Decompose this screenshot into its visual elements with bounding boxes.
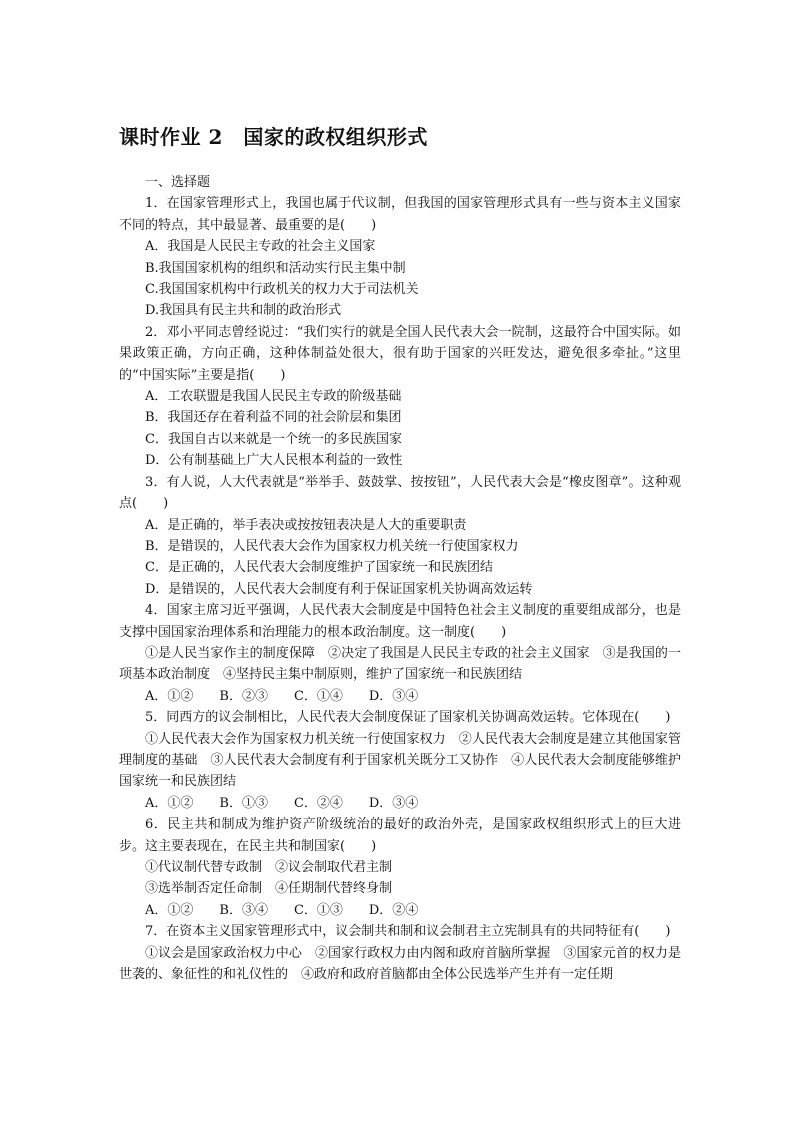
question-items: ①人民代表大会作为国家权力机关统一行使国家权力 ②人民代表大会制度是建立其他国家管理制度的基础 ③人民代表大会制度有利于国家机关既分工又协作 ④人民代表大会制度能够维护国家统一和民族团结 [119, 731, 681, 790]
option-b: B．是错误的，人民代表大会作为国家权力机关统一行使国家权力 [145, 538, 519, 554]
option-a: A．工农联盟是我国人民民主专政的阶级基础 [145, 389, 402, 405]
question-5 [119, 707, 681, 814]
question-1 [119, 193, 681, 321]
question-options: A．①② B．②③ C．①④ D．③④ [145, 688, 419, 704]
option-c: C.我国国家机构中行政机关的权力大于司法机关 [145, 282, 419, 298]
question-stem: 5．同西方的议会制相比，人民代表大会制度保证了国家机关协调高效运转。它体现在( ) [145, 710, 671, 726]
page-title: 课时作业 2 国家的政权组织形式 [119, 125, 428, 149]
question-stem: 2．邓小平同志曾经说过：“我们实行的就是全国人民代表大会一院制，这最符合中国实际。如果政策正确，方向正确，这种体制益处很大，很有助于国家的兴旺发达，避免很多牵扯。”这里的“中国实际”主要是指( ) [119, 324, 681, 383]
option-c: C．是正确的，人民代表大会制度维护了国家统一和民族团结 [145, 560, 493, 576]
question-2 [119, 322, 681, 472]
question-7 [119, 921, 681, 985]
question-4 [119, 600, 681, 707]
question-items-2: ③选举制否定任命制 ④任期制代替终身制 [145, 881, 393, 897]
question-stem: 6．民主共和制成为维护资产阶级统治的最好的政治外壳，是国家政权组织形式上的巨大进步。这主要表现在，在民主共和制国家( ) [119, 817, 681, 854]
question-items: ①是人民当家作主的制度保障 ②决定了我国是人民民主专政的社会主义国家 ③是我国的一项基本政治制度 ④坚持民主集中制原则，维护了国家统一和民族团结 [119, 645, 681, 683]
option-b: B.我国国家机构的组织和活动实行民主集中制 [145, 260, 406, 276]
question-3 [119, 472, 681, 600]
question-stem: 3．有人说，人大代表就是“举举手、鼓鼓掌、按按钮”，人民代表大会是“橡皮图章”。这种观点( ) [119, 474, 681, 512]
option-a: A．我国是人民民主专政的社会主义国家 [145, 239, 376, 255]
question-stem: 4．国家主席习近平强调，人民代表大会制度是中国特色社会主义制度的重要组成部分，也是支撑中国国家治理体系和治理能力的根本政治制度。这一制度( ) [119, 603, 681, 640]
question-items: ①议会是国家政治权力中心 ②国家行政权力由内阁和政府首脑所掌握 ③国家元首的权力是世袭的、象征性的和礼仪性的 ④政府和政府首脑都由全体公民选举产生并有一定任期 [119, 945, 681, 983]
option-c: C．我国自古以来就是一个统一的多民族国家 [145, 431, 402, 447]
question-items-1: ①代议制代替专政制 ②议会制取代君主制 [145, 860, 393, 875]
question-stem: 7．在资本主义国家管理形式中，议会制共和制和议会制君主立宪制具有的共同特征有( ) [145, 924, 671, 940]
option-b: B．我国还存在着利益不同的社会阶层和集团 [145, 410, 402, 426]
question-6 [119, 814, 681, 921]
option-a: A．是正确的，举手表决或按按钮表决是人大的重要职责 [145, 517, 467, 533]
option-d: D．公有制基础上广大人民根本利益的一致性 [145, 453, 403, 469]
question-options: A．①② B．③④ C．①③ D．②④ [145, 902, 419, 918]
option-d: D.我国具有民主共和制的政治形式 [145, 303, 342, 319]
document-body [119, 172, 681, 985]
question-stem: 1．在国家管理形式上，我国也属于代议制，但我国的国家管理形式具有一些与资本主义国家不同的特点，其中最显著、最重要的是( ) [119, 196, 681, 233]
question-options: A．①② B．①③ C．②④ D．③④ [145, 795, 419, 811]
option-d: D．是错误的，人民代表大会制度有利于保证国家机关协调高效运转 [145, 581, 533, 597]
section-heading: 一、选择题 [145, 175, 211, 190]
